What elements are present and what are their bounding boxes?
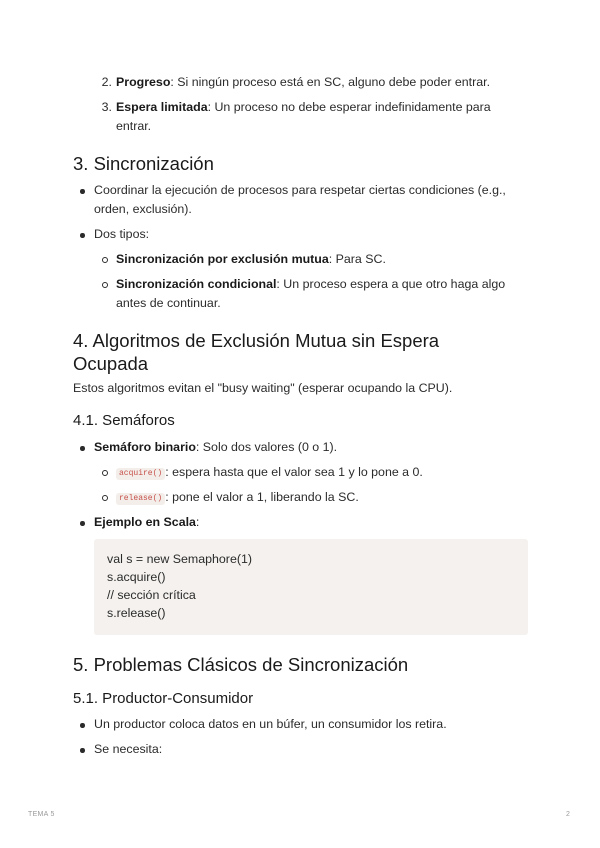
bullet-dot	[80, 233, 85, 238]
section-heading: 3. Sincronización	[73, 153, 214, 174]
footer-chapter: TEMA 5	[28, 811, 55, 818]
sub-bullet-text	[116, 275, 505, 294]
section-heading: 5. Problemas Clásicos de Sincronización	[73, 654, 409, 675]
list-text-continuation: entrar.	[116, 119, 152, 133]
subsection-heading: 5.1. Productor-Consumidor	[73, 690, 254, 707]
inline-code-release: release()	[116, 493, 165, 505]
term-description: : Si ningún proceso está en SC, alguno debe poder entrar.	[170, 75, 491, 89]
term-bold: Sincronización por exclusión mutua	[116, 252, 329, 266]
code-block	[94, 539, 528, 635]
subsection-heading: 4.1. Semáforos	[73, 412, 175, 429]
code-line: s.release()	[107, 606, 166, 620]
sub-bullet-text	[116, 488, 359, 507]
sub-bullet-text	[116, 463, 423, 482]
bullet-dot	[80, 521, 85, 526]
bullet-text-continuation: orden, exclusión).	[94, 202, 192, 216]
inline-code-description: : espera hasta que el valor sea 1 y lo pone a 0.	[165, 465, 423, 479]
bullet-text	[94, 513, 199, 532]
sub-bullet-circle	[102, 282, 108, 288]
sub-bullet-circle	[102, 495, 108, 501]
bullet-text: Un productor coloca datos en un búfer, un consumidor los retira.	[94, 717, 447, 731]
code-line: val s = new Semaphore(1)	[107, 552, 252, 566]
code-line: s.acquire()	[107, 570, 166, 584]
bullet-dot	[80, 189, 85, 194]
inline-code-description: : pone el valor a 1, liberando la SC.	[165, 490, 359, 504]
section-heading: 4. Algoritmos de Exclusión Mutua sin Espera	[73, 330, 440, 351]
bullet-text: Dos tipos:	[94, 227, 150, 241]
list-text	[116, 73, 490, 92]
term-description: :	[195, 515, 200, 529]
term-bold: Espera limitada	[116, 100, 208, 114]
term-bold: Progreso	[116, 75, 171, 89]
bullet-text: Coordinar la ejecución de procesos para respetar ciertas condiciones (e.g.,	[94, 183, 506, 197]
list-text	[116, 98, 491, 117]
term-description: : Solo dos valores (0 o 1).	[195, 440, 338, 454]
section-heading-continuation: Ocupada	[73, 353, 149, 374]
term-bold: Sincronización condicional	[116, 277, 277, 291]
bullet-dot	[80, 748, 85, 753]
list-number: 2.	[101, 75, 112, 89]
footer-page-number: 2	[566, 811, 571, 818]
term-description: : Un proceso no debe esperar indefinidamente para	[207, 100, 491, 114]
term-bold: Semáforo binario	[94, 440, 196, 454]
sub-bullet-circle	[102, 470, 108, 476]
bullet-text: Se necesita:	[94, 742, 163, 756]
list-number: 3.	[101, 100, 112, 114]
sub-bullet-text-continuation: antes de continuar.	[116, 296, 221, 310]
sub-bullet-text	[116, 250, 386, 269]
inline-code-acquire: acquire()	[116, 468, 165, 480]
sub-bullet-circle	[102, 257, 108, 263]
term-bold: Ejemplo en Scala	[94, 515, 196, 529]
code-line: // sección crítica	[107, 588, 196, 602]
section-intro: Estos algoritmos evitan el "busy waiting" (esperar ocupando la CPU).	[73, 381, 453, 395]
bullet-dot	[80, 446, 85, 451]
term-description: : Para SC.	[328, 252, 386, 266]
bullet-dot	[80, 723, 85, 728]
bullet-text	[94, 438, 337, 457]
term-description: : Un proceso espera a que otro haga algo	[276, 277, 506, 291]
